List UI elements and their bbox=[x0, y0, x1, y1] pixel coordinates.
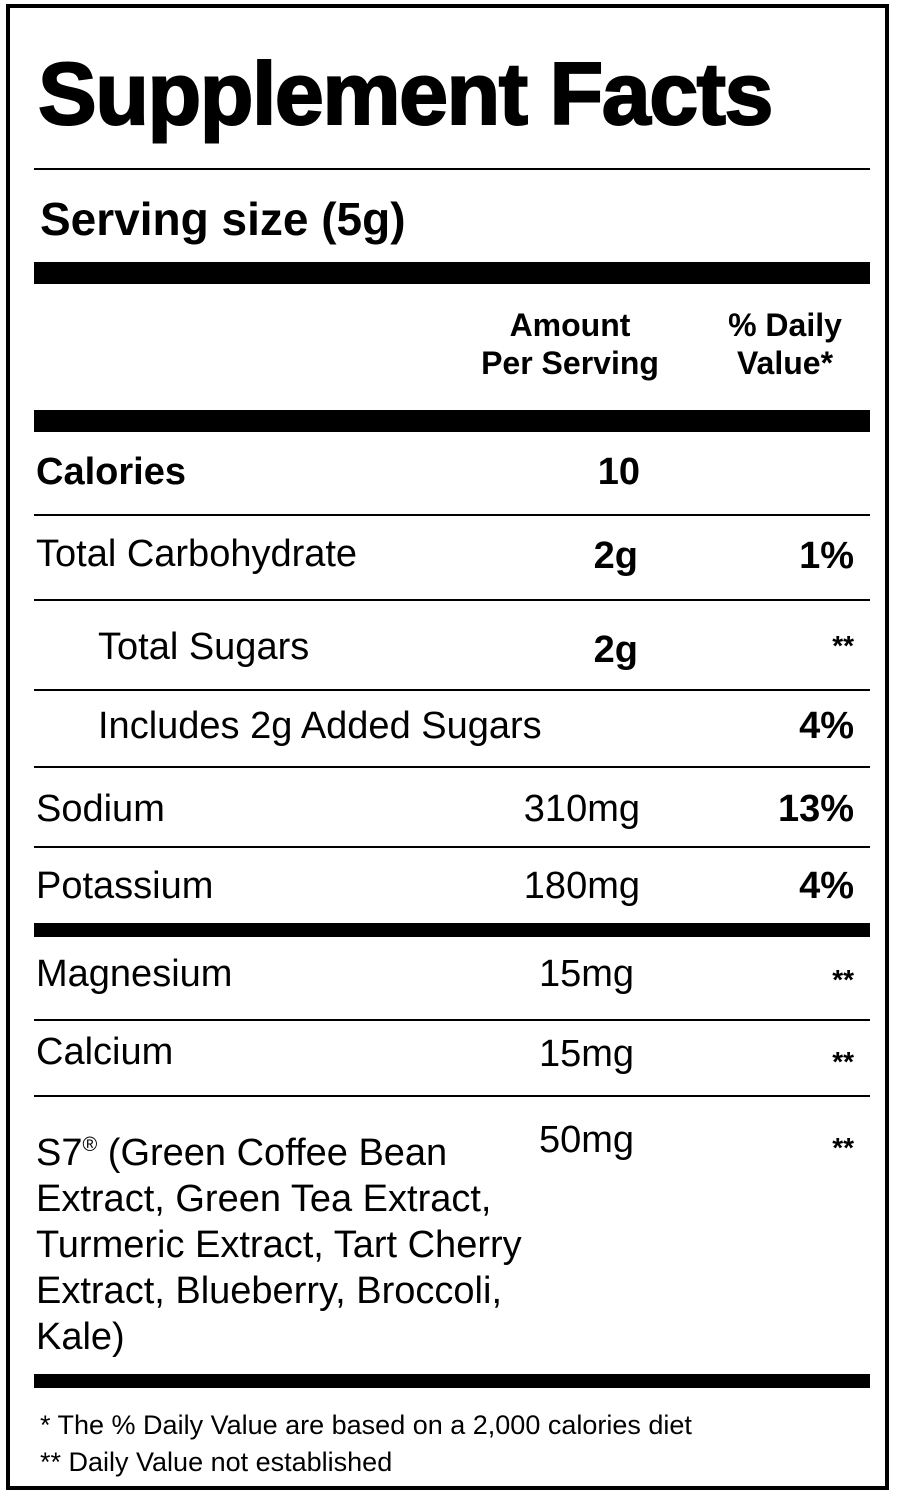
row-magnesium-label: Magnesium bbox=[36, 953, 233, 995]
footnote-not-established: ** Daily Value not established bbox=[40, 1447, 393, 1477]
supplement-facts-panel bbox=[6, 4, 889, 1490]
row-potassium-dv: 4% bbox=[799, 865, 854, 907]
row-added-sugars-dv: 4% bbox=[799, 705, 854, 747]
row-potassium-label: Potassium bbox=[36, 865, 214, 907]
row-total-sugars-label: Total Sugars bbox=[98, 626, 310, 668]
row-calories-label: Calories bbox=[36, 451, 186, 493]
row-sodium-amount: 310mg bbox=[523, 788, 640, 830]
divider bbox=[34, 689, 870, 691]
divider bbox=[34, 168, 870, 170]
row-calories-amount: 10 bbox=[597, 451, 640, 493]
row-total-carbohydrate-dv: 1% bbox=[799, 535, 854, 577]
divider-thick bbox=[34, 923, 870, 937]
divider bbox=[34, 514, 870, 516]
row-calcium-label: Calcium bbox=[36, 1031, 174, 1073]
row-total-carbohydrate-label: Total Carbohydrate bbox=[36, 533, 358, 575]
panel-title: Supplement Facts bbox=[38, 44, 772, 143]
divider bbox=[34, 1019, 870, 1021]
serving-size: Serving size (5g) bbox=[40, 193, 406, 245]
row-total-carbohydrate-amount: 2g bbox=[593, 535, 638, 577]
row-sodium-label: Sodium bbox=[36, 788, 165, 830]
amount-header-line2: Per Serving bbox=[481, 345, 659, 381]
divider bbox=[34, 846, 870, 848]
row-calcium-dv: ** bbox=[832, 1046, 854, 1077]
amount-column-header bbox=[460, 306, 680, 382]
amount-header-line1: Amount bbox=[509, 307, 631, 343]
s7-name: S7 bbox=[36, 1132, 83, 1174]
dv-column-header bbox=[700, 306, 870, 382]
dv-header-line1: % Daily bbox=[728, 307, 842, 343]
divider bbox=[34, 1095, 870, 1097]
row-s7-blend-amount: 50mg bbox=[538, 1119, 634, 1161]
registered-mark: ® bbox=[82, 1134, 98, 1156]
divider-thick bbox=[34, 1374, 870, 1388]
row-potassium-amount: 180mg bbox=[523, 865, 640, 907]
row-added-sugars-label: Includes 2g Added Sugars bbox=[98, 705, 542, 747]
row-calcium-amount: 15mg bbox=[538, 1033, 634, 1075]
row-total-sugars-dv: ** bbox=[832, 630, 854, 661]
row-sodium-dv: 13% bbox=[777, 788, 854, 830]
row-magnesium-dv: ** bbox=[832, 964, 854, 995]
row-magnesium-amount: 15mg bbox=[538, 953, 634, 995]
divider-thick bbox=[34, 262, 870, 284]
s7-ingredients: (Green Coffee Bean Extract, Green Tea Extract, Turmeric Extract, Tart Cherry Extract, Blueberry, Broccoli, Kale) bbox=[36, 1132, 522, 1358]
divider bbox=[34, 766, 870, 768]
divider-thick bbox=[34, 410, 870, 432]
divider bbox=[34, 599, 870, 601]
dv-header-line2: Value* bbox=[736, 345, 834, 381]
row-s7-blend-dv: ** bbox=[832, 1132, 854, 1163]
row-total-sugars-amount: 2g bbox=[593, 629, 638, 671]
footnote-daily-value: * The % Daily Value are based on a 2,000 calories diet bbox=[40, 1410, 692, 1440]
